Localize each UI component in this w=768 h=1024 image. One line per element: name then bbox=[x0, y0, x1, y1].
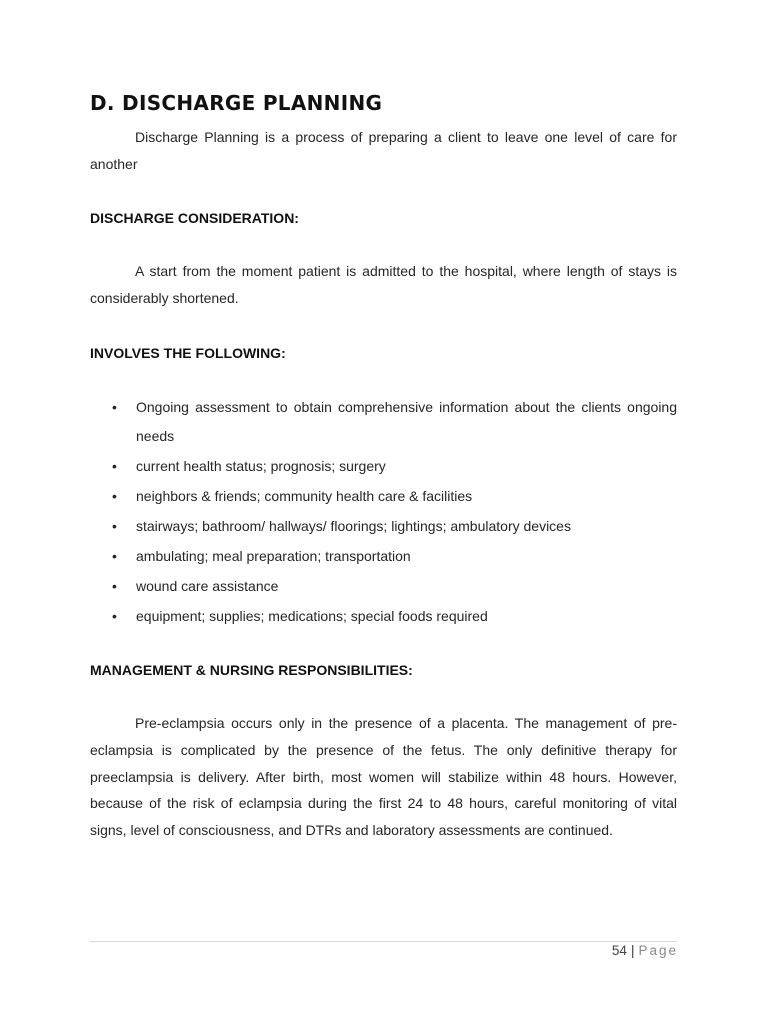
list-item bbox=[112, 572, 677, 601]
footer-divider bbox=[90, 941, 677, 942]
intro-paragraph: Discharge Planning is a process of preparing a client to leave one level of care for another bbox=[90, 129, 677, 172]
bullet-icon: • bbox=[112, 607, 117, 624]
list-item bbox=[112, 393, 677, 450]
list-item-text: neighbors & friends; community health care & facilities bbox=[136, 487, 473, 504]
bullet-icon: • bbox=[112, 517, 117, 534]
list-item bbox=[112, 452, 677, 481]
list-item-text: wound care assistance bbox=[136, 577, 279, 594]
list-item bbox=[112, 512, 677, 541]
bullet-icon: • bbox=[112, 457, 117, 474]
list-item bbox=[112, 542, 677, 571]
bullet-icon: • bbox=[112, 547, 117, 564]
list-item-text: equipment; supplies; medications; special foods required bbox=[136, 607, 488, 624]
involves-list bbox=[112, 393, 677, 632]
management-paragraph: Pre-eclampsia occurs only in the presence of a placenta. The management of pre-eclampsia is complicated by the presence of the fetus. The only definitive therapy for preeclampsia is delivery. After birth, most women will stabilize within 48 hours. However, because of the risk of eclampsia during the first 24 to 48 hours, careful monitoring of vital signs, level of consciousness, and DTRs and laboratory assessments are continued. bbox=[90, 715, 677, 839]
management-heading: MANAGEMENT & NURSING RESPONSIBILITIES: bbox=[90, 662, 413, 678]
page-footer bbox=[612, 943, 678, 958]
discharge-consideration-heading: DISCHARGE CONSIDERATION: bbox=[90, 210, 299, 226]
page-title: D. DISCHARGE PLANNING bbox=[90, 91, 383, 115]
involves-heading: INVOLVES THE FOLLOWING: bbox=[90, 345, 286, 361]
footer-separator: | bbox=[630, 943, 635, 958]
bullet-icon: • bbox=[112, 399, 117, 415]
bullet-icon: • bbox=[112, 577, 117, 594]
list-item bbox=[112, 482, 677, 511]
bullet-icon: • bbox=[112, 487, 117, 504]
list-item bbox=[112, 602, 677, 631]
list-item-text: current health status; prognosis; surgery bbox=[136, 457, 386, 474]
page-number: 54 bbox=[611, 943, 627, 958]
list-item-text: Ongoing assessment to obtain comprehensive information about the clients ongoing needs bbox=[136, 399, 677, 444]
page-label: Page bbox=[638, 943, 678, 958]
discharge-consideration-paragraph: A start from the moment patient is admitted to the hospital, where length of stays is considerably shortened. bbox=[90, 263, 677, 306]
list-item-text: stairways; bathroom/ hallways/ floorings; lightings; ambulatory devices bbox=[136, 517, 571, 534]
list-item-text: ambulating; meal preparation; transportation bbox=[136, 547, 411, 564]
